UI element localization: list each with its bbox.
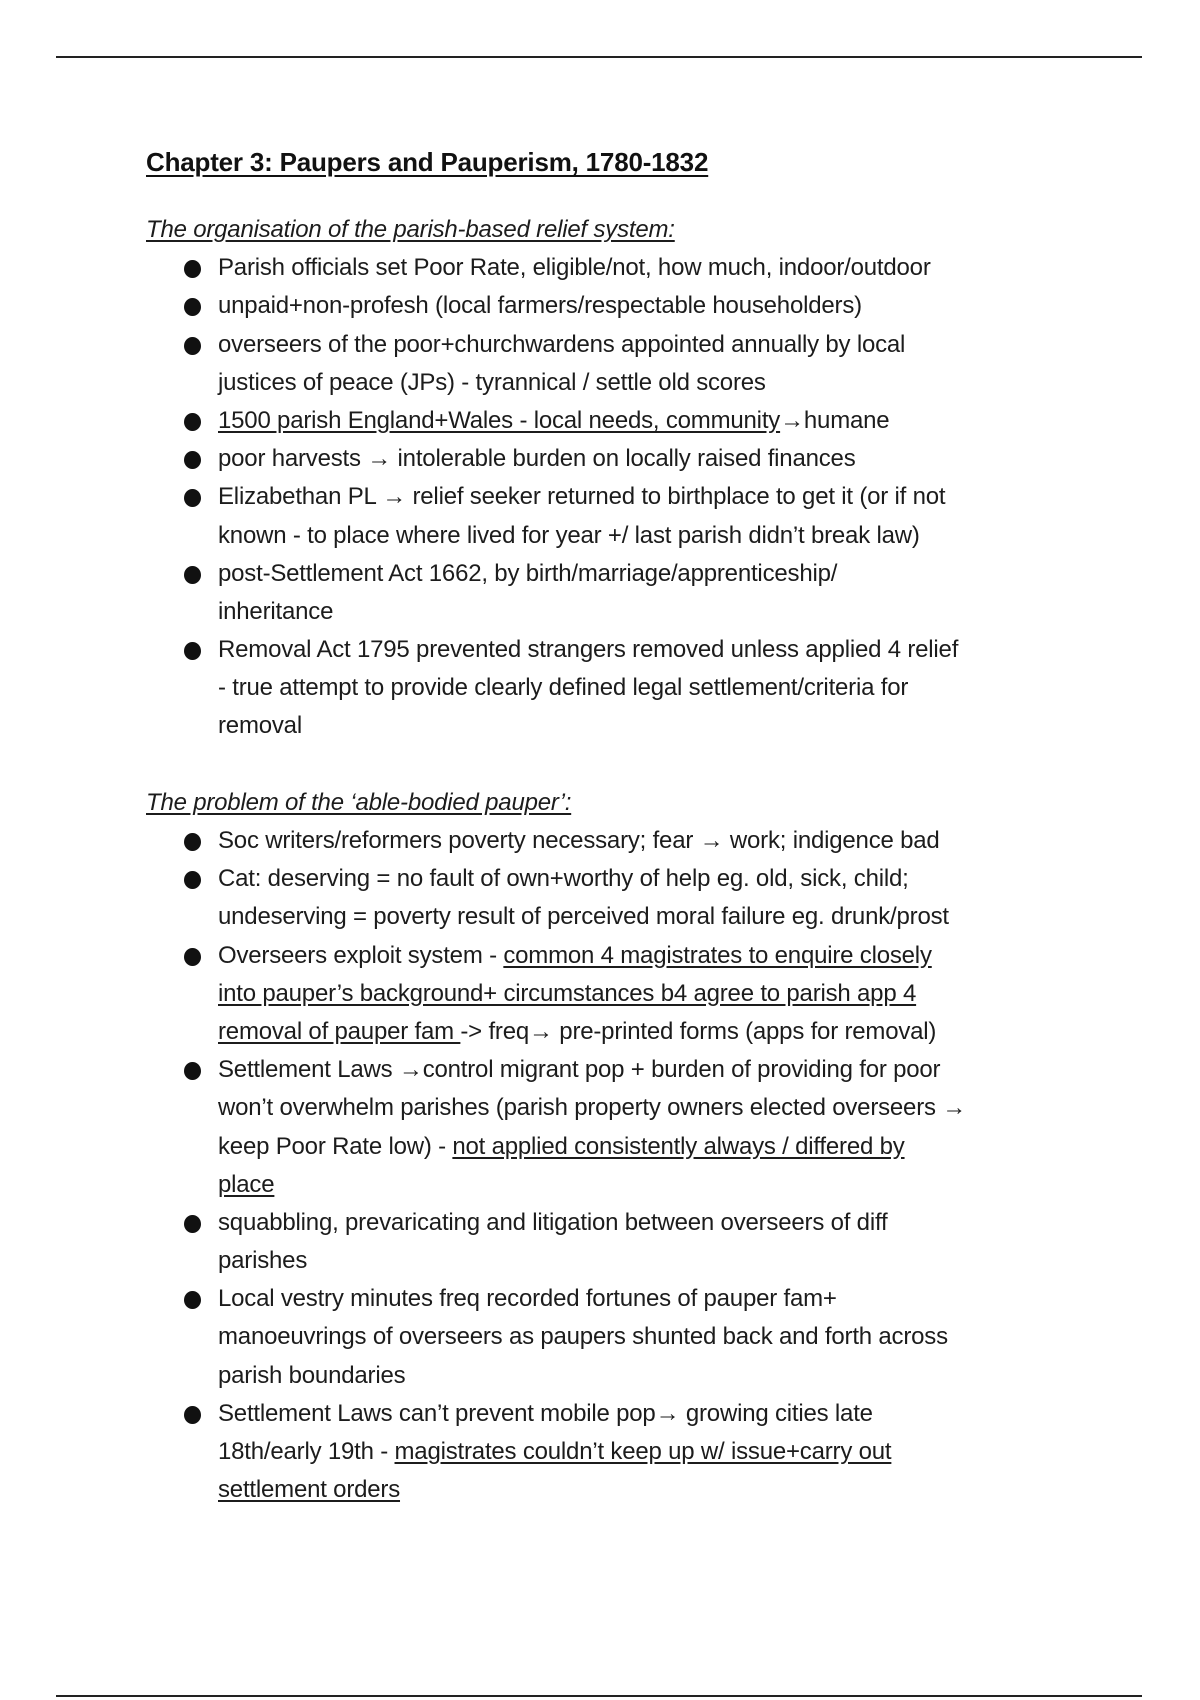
- text-run: Cat: deserving = no fault of own+worthy of help eg. old, sick, child;: [218, 865, 909, 893]
- bullet-line: [218, 326, 1106, 364]
- bottom-rule: [56, 1695, 1142, 1697]
- text-run: overseers of the poor+churchwardens appointed annually by local: [218, 330, 906, 358]
- bullet-line: [218, 1395, 1106, 1433]
- text-run: won’t overwhelm parishes (parish property owners elected overseers →: [218, 1094, 967, 1122]
- bullet-line: [218, 1357, 1106, 1395]
- text-run: Overseers exploit system -: [218, 941, 504, 969]
- text-run: removal: [218, 712, 302, 740]
- text-run: - true attempt to provide clearly defined legal settlement/criteria for: [218, 674, 909, 702]
- bullet-line: [218, 1128, 1106, 1166]
- bullet-item: [146, 631, 1106, 746]
- bullet-line: [218, 287, 1106, 325]
- text-run: -> freq→ pre-printed forms (apps for removal): [460, 1017, 937, 1045]
- bullet-dot-icon: [184, 337, 201, 355]
- underlined-text: into pauper’s background+ circumstances b4 agree to parish app 4: [218, 979, 917, 1007]
- text-run: keep Poor Rate low) -: [218, 1132, 453, 1160]
- bullet-line: [218, 1204, 1106, 1242]
- bullet-line: [218, 249, 1106, 287]
- bullet-line: [218, 1318, 1106, 1356]
- bullet-line: [218, 402, 1106, 440]
- text-run: squabbling, prevaricating and litigation between overseers of diff: [218, 1208, 888, 1236]
- bullet-dot-icon: [184, 1062, 201, 1080]
- bullet-item: [146, 440, 1106, 478]
- bullet-item: [146, 326, 1106, 402]
- top-rule: [56, 56, 1142, 58]
- bullet-line: [218, 1433, 1106, 1471]
- bullet-dot-icon: [184, 489, 201, 507]
- underlined-text: settlement orders: [218, 1476, 401, 1504]
- bullet-line: [218, 1051, 1106, 1089]
- text-run: Settlement Laws can’t prevent mobile pop→ growing cities late: [218, 1399, 873, 1427]
- bullet-line: [218, 975, 1106, 1013]
- text-run: poor harvests → intolerable burden on locally raised finances: [218, 445, 856, 473]
- bullet-line: [218, 593, 1106, 631]
- bullet-dot-icon: [184, 413, 201, 431]
- bullet-item: [146, 1204, 1106, 1280]
- text-run: Elizabethan PL → relief seeker returned to birthplace to get it (or if not: [218, 483, 946, 511]
- bullet-line: [218, 1471, 1106, 1509]
- bullet-dot-icon: [184, 1291, 201, 1309]
- underlined-text: not applied consistently always / differed by: [452, 1132, 905, 1160]
- text-run: inheritance: [218, 597, 334, 625]
- bullet-line: [218, 364, 1106, 402]
- bullet-item: [146, 1051, 1106, 1204]
- bullet-dot-icon: [184, 871, 201, 889]
- bullet-dot-icon: [184, 642, 201, 660]
- bullet-line: [218, 1089, 1106, 1127]
- underlined-text: removal of pauper fam: [218, 1017, 461, 1045]
- bullet-line: [218, 822, 1106, 860]
- section-heading: The organisation of the parish-based relief system:: [146, 216, 675, 243]
- bullet-dot-icon: [184, 451, 201, 469]
- bullet-line: [218, 669, 1106, 707]
- bullet-item: [146, 478, 1106, 554]
- text-run: 18th/early 19th -: [218, 1438, 395, 1465]
- text-run: Settlement Laws →control migrant pop + burden of providing for poor: [218, 1056, 941, 1084]
- bullet-line: [218, 555, 1106, 593]
- bullet-dot-icon: [184, 298, 201, 316]
- bullet-item: [146, 249, 1106, 287]
- bullet-line: [218, 860, 1106, 898]
- text-run: Removal Act 1795 prevented strangers removed unless applied 4 relief: [218, 636, 959, 664]
- bullet-line: [218, 478, 1106, 516]
- text-run: parishes: [218, 1247, 308, 1275]
- underlined-text: place: [218, 1170, 275, 1198]
- bullet-line: [218, 1013, 1106, 1051]
- bullet-dot-icon: [184, 1215, 201, 1233]
- bullet-item: [146, 860, 1106, 936]
- chapter-title: Chapter 3: Paupers and Pauperism, 1780-1832: [146, 147, 709, 177]
- text-run: known - to place where lived for year +/ last parish didn’t break law): [218, 521, 920, 549]
- text-run: undeserving = poverty result of perceived moral failure eg. drunk/prost: [218, 903, 949, 931]
- bullet-dot-icon: [184, 1406, 201, 1424]
- notes-content: [146, 211, 1106, 1509]
- bullet-item: [146, 555, 1106, 631]
- text-run: parish boundaries: [218, 1361, 406, 1389]
- text-run: post-Settlement Act 1662, by birth/marriage/apprenticeship/: [218, 559, 838, 587]
- bullet-item: [146, 402, 1106, 440]
- text-run: Soc writers/reformers poverty necessary; fear → work; indigence bad: [218, 827, 940, 854]
- bullet-dot-icon: [184, 833, 201, 851]
- bullet-line: [218, 898, 1106, 936]
- bullet-line: [218, 937, 1106, 975]
- bullet-line: [218, 440, 1106, 478]
- bullet-item: [146, 1280, 1106, 1395]
- section-heading: The problem of the ‘able-bodied pauper’:: [146, 788, 572, 816]
- bullet-item: [146, 287, 1106, 325]
- text-run: unpaid+non-profesh (local farmers/respectable householders): [218, 292, 862, 320]
- text-run: Parish officials set Poor Rate, eligible/not, how much, indoor/outdoor: [218, 254, 931, 282]
- bullet-line: [218, 707, 1106, 745]
- bullet-line: [218, 517, 1106, 555]
- bullet-item: [146, 937, 1106, 1052]
- text-run: manoeuvrings of overseers as paupers shunted back and forth across: [218, 1323, 948, 1351]
- bullet-line: [218, 1280, 1106, 1318]
- bullet-dot-icon: [184, 260, 201, 278]
- bullet-dot-icon: [184, 948, 201, 966]
- bullet-dot-icon: [184, 566, 201, 584]
- underlined-text: magistrates couldn’t keep up w/ issue+carry out: [394, 1438, 892, 1465]
- bullet-line: [218, 1242, 1106, 1280]
- bullet-line: [218, 631, 1106, 669]
- text-run: Local vestry minutes freq recorded fortunes of pauper fam+: [218, 1285, 837, 1313]
- text-run: →humane: [780, 406, 890, 434]
- text-run: justices of peace (JPs) - tyrannical / settle old scores: [218, 368, 766, 396]
- underlined-text: common 4 magistrates to enquire closely: [503, 941, 932, 969]
- underlined-text: 1500 parish England+Wales - local needs, community: [218, 406, 781, 434]
- bullet-item: [146, 1395, 1106, 1510]
- bullet-line: [218, 1166, 1106, 1204]
- bullet-item: [146, 822, 1106, 860]
- section-gap: [146, 746, 1106, 784]
